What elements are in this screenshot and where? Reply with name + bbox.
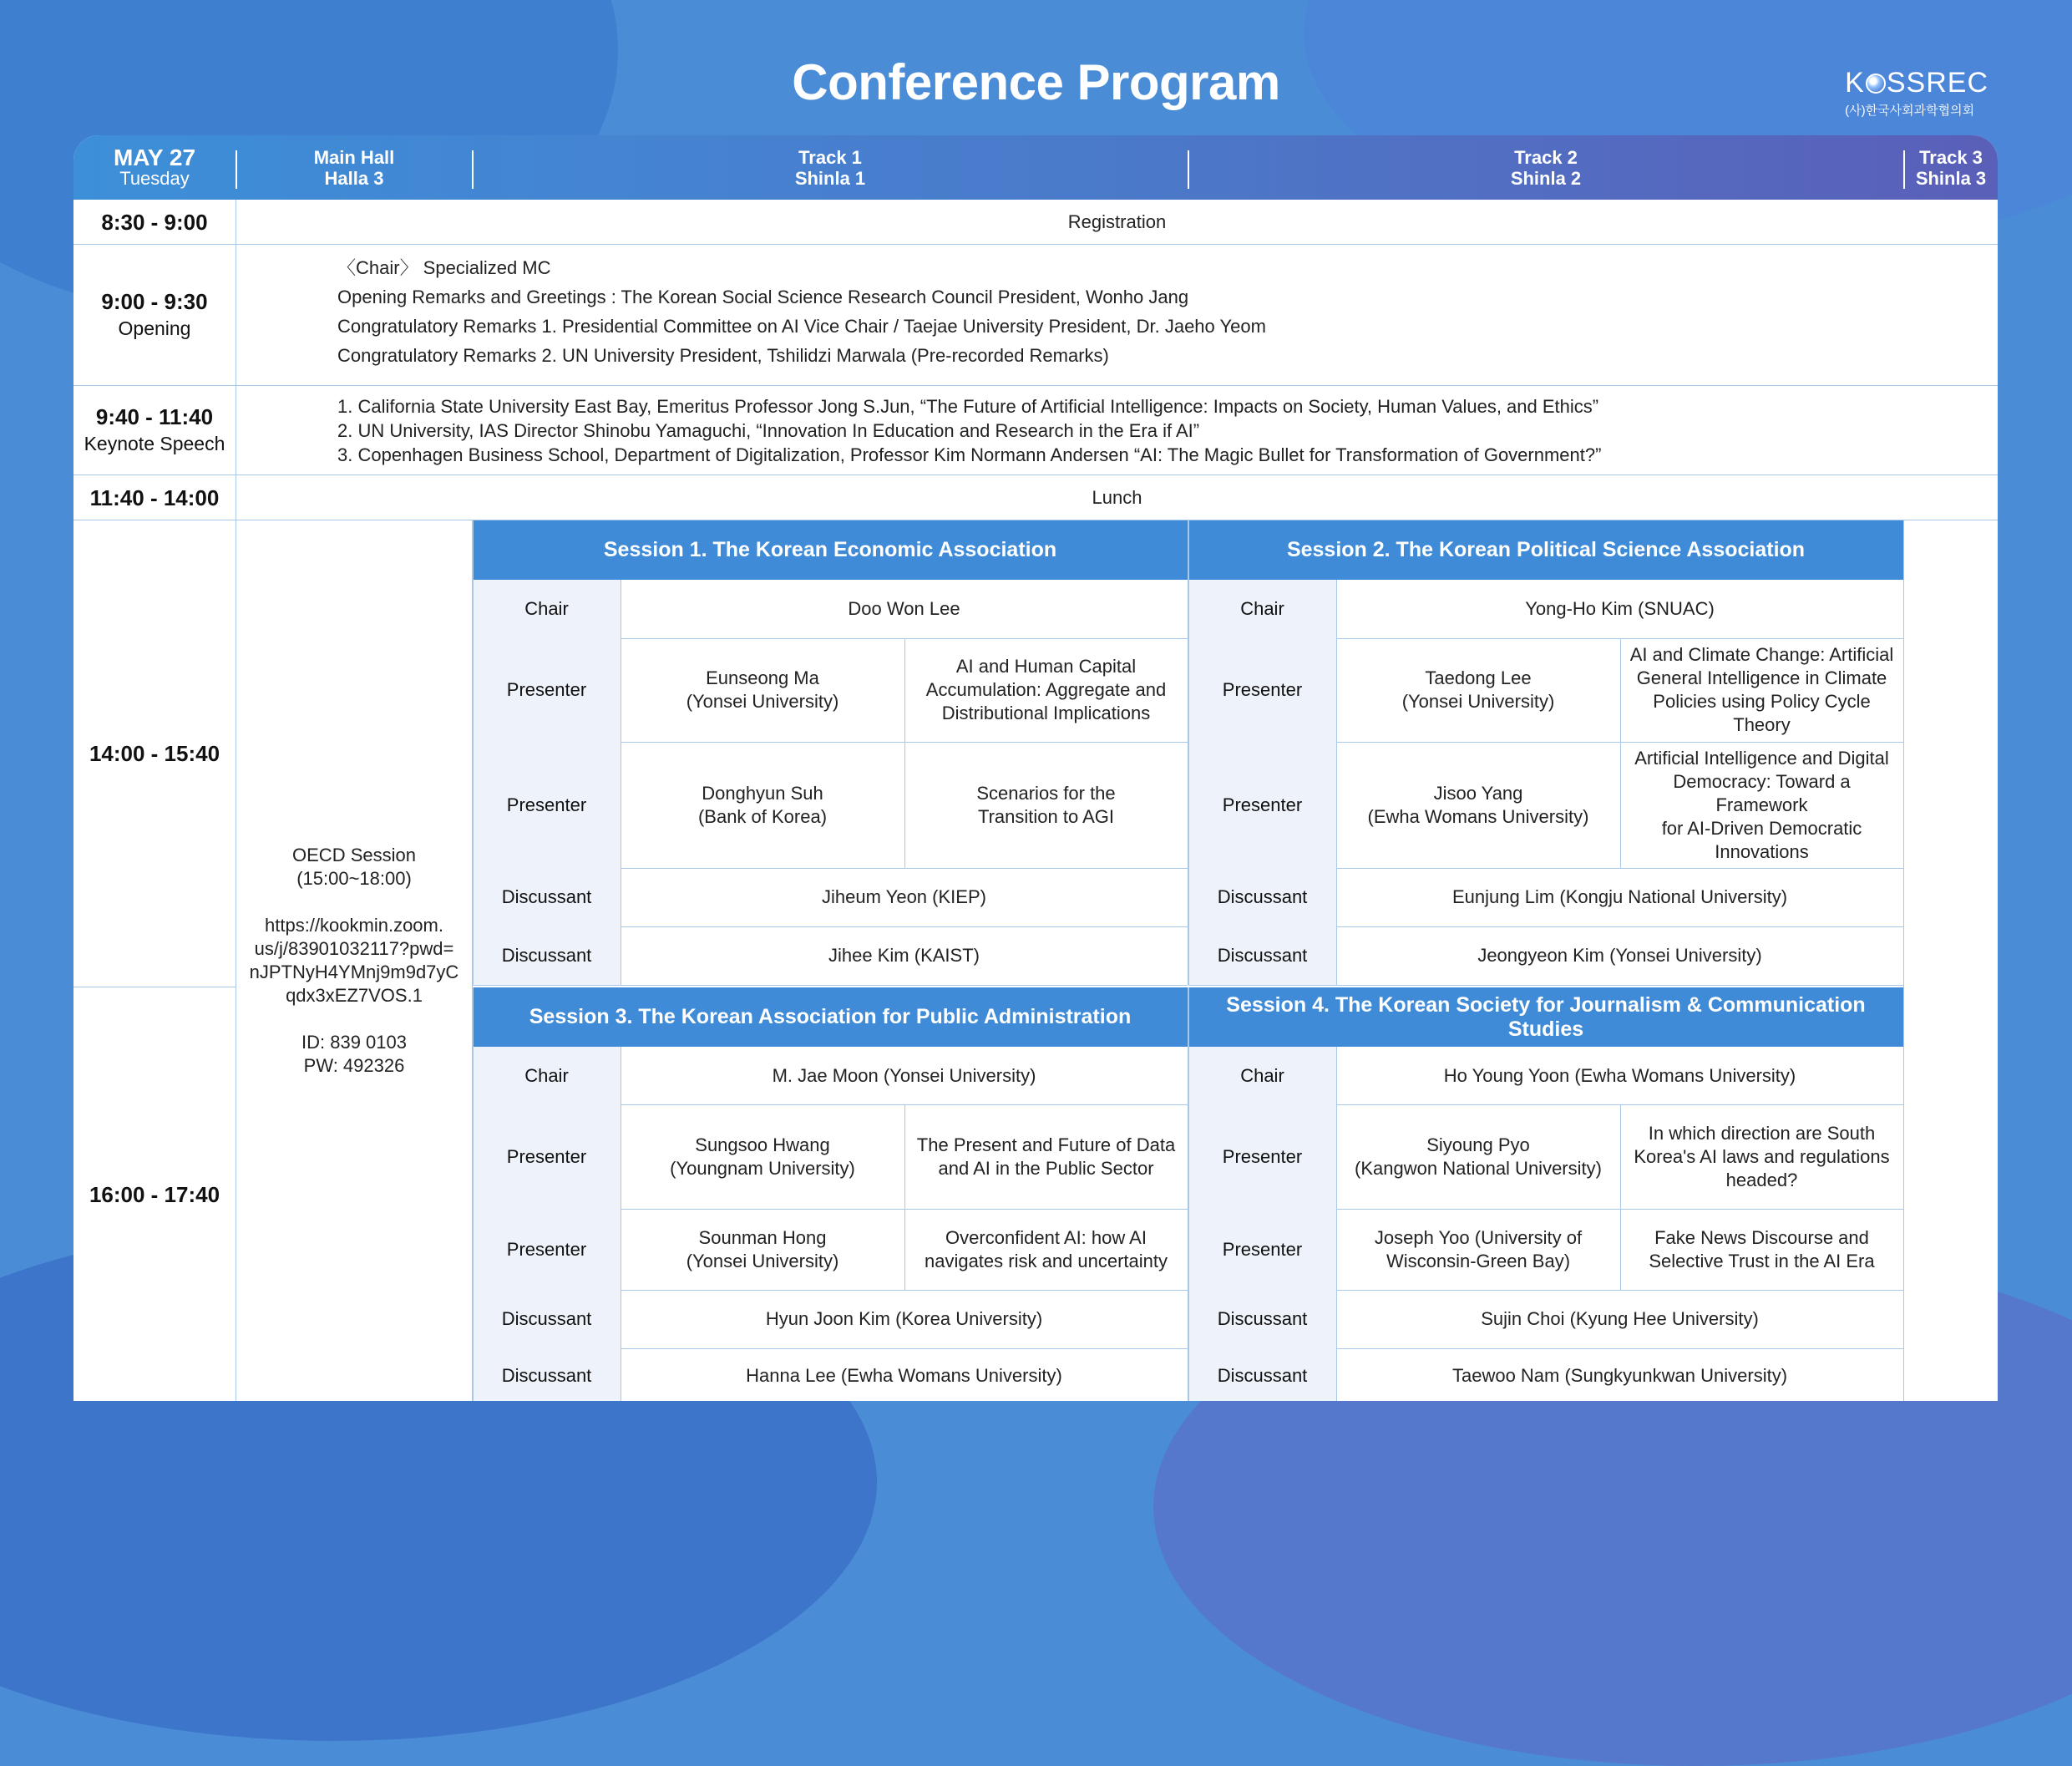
presenter [621,1104,904,1209]
topic-line: AI and Climate Change: Artificial [1629,644,1894,665]
role-chair: Chair [1188,580,1336,638]
topic-line: and AI in the Public Sector [938,1157,1154,1179]
opening-lines [337,253,1266,370]
presenter [1336,638,1620,742]
time-label: 9:40 - 11:40 [95,404,214,429]
presenter [1336,1104,1620,1209]
presentation-topic [904,638,1188,742]
zoom-link[interactable]: https://kookmin.zoom. [265,915,443,936]
track-name: Main Hall [313,146,395,168]
topic-line: Accumulation: Aggregate and [925,679,1167,700]
presenter-name: Sounman Hong [698,1226,827,1248]
opening-label: Opening [118,317,191,339]
topic-line: navigates risk and uncertainty [924,1250,1168,1271]
time-slot-2 [73,987,236,1401]
zoom-link[interactable]: qdx3xEZ7VOS.1 [286,985,423,1006]
keynote-line: 3. Copenhagen Business School, Department of Digitalization, Professor Kim Normann Andersen “AI: The Magic Bullet for Transformation of Government?” [337,444,1602,465]
cell-border [1188,520,1189,985]
role-discussant: Discussant [473,1348,621,1401]
cell-border [473,985,1188,986]
cell-border [473,520,474,985]
time-lunch [73,475,236,520]
discussant-name: Hyun Joon Kim (Korea University) [765,1308,1043,1329]
topic-line: Policies using Policy Cycle Theory [1653,691,1871,735]
role-discussant: Discussant [1188,868,1336,926]
time-slot-1 [73,520,236,987]
presenter-affiliation: (Yonsei University) [1401,691,1555,712]
presenter [621,1209,904,1290]
topic-line: Fake News Discourse and [1654,1226,1869,1248]
cell-border [1336,742,1337,868]
cell-border [1620,1104,1621,1209]
presenter-name: Jisoo Yang [1433,782,1523,804]
role-discussant: Discussant [1188,926,1336,985]
oecd-hours: (15:00~18:00) [296,868,412,889]
presenter [1336,742,1620,868]
role-chair: Chair [473,1047,621,1104]
logo-subtitle: (사)한국사회과학협의회 [1845,104,1975,118]
presentation-topic [904,1104,1188,1209]
discussant-name: Jihee Kim (KAIST) [828,945,980,966]
time-label: 9:00 - 9:30 [101,289,208,314]
presenter-affiliation: (Kangwon National University) [1355,1157,1602,1179]
presenter-affiliation: Wisconsin-Green Bay) [1386,1250,1571,1271]
presenter-affiliation: (Yonsei University) [686,691,839,712]
topic-line: The Present and Future of Data [916,1134,1176,1155]
cell-border [1336,580,1337,638]
cell-border [1903,520,1904,1401]
session-title: Session 1. The Korean Economic Association [473,520,1188,580]
cell-border [904,1209,905,1290]
role-discussant: Discussant [473,926,621,985]
opening-line: Opening Remarks and Greetings : The Korean Social Science Research Council President, Wonho Jang [337,287,1189,307]
cell-border [1336,1104,1337,1209]
header-track-2 [1188,135,1903,200]
cell-border [1336,868,1337,926]
header-track-3 [1904,135,1998,200]
topic-line: Scenarios for the [976,782,1116,804]
cell-border [1188,987,1189,1401]
discussant-name: Sujin Choi (Kyung Hee University) [1481,1308,1759,1329]
presentation-topic [1620,742,1903,868]
time-opening [73,245,236,385]
topic-line: Innovations [1715,840,1809,862]
track-room: Shinla 1 [794,167,866,189]
role-presenter: Presenter [1188,638,1336,742]
presentation-topic [1620,1104,1903,1209]
opening-line: Congratulatory Remarks 2. UN University President, Tshilidzi Marwala (Pre-recorded Remarks) [337,345,1109,366]
role-chair: Chair [473,580,621,638]
cell-border [1336,638,1337,742]
logo-text-start: K [1845,67,1865,99]
cell-border [1336,1047,1337,1104]
chair-name: Doo Won Lee [848,598,960,619]
time-label: 16:00 - 17:40 [89,1181,220,1207]
track-room: Shinla 2 [1510,167,1582,189]
time-registration [73,200,236,244]
track-room: Shinla 3 [1915,167,1987,189]
cell-border [1336,1209,1337,1290]
date-label: MAY 27 [113,144,196,170]
session-title: Session 3. The Korean Association for Public Administration [473,987,1188,1047]
role-chair: Chair [1188,1047,1336,1104]
topic-line: Selective Trust in the AI Era [1649,1250,1875,1271]
role-discussant: Discussant [1188,1348,1336,1401]
oecd-session [236,520,472,1401]
discussant-name: Jiheum Yeon (KIEP) [822,886,986,907]
track-name: Track 3 [1919,146,1983,168]
discussant-name: Taewoo Nam (Sungkyunkwan University) [1451,1364,1788,1386]
globe-icon [1866,74,1886,94]
topic-line: Transition to AGI [977,805,1115,827]
topic-line: AI and Human Capital [955,656,1137,677]
role-presenter: Presenter [473,1104,621,1209]
presenter-name: Joseph Yoo (University of [1374,1226,1583,1248]
time-label: 8:30 - 9:00 [101,209,208,235]
role-presenter: Presenter [473,638,621,742]
header-date [73,135,236,200]
schedule-grid [73,200,1998,1401]
keynote-lines [337,394,1601,467]
presentation-topic [1620,638,1903,742]
chair-name: Ho Young Yoon (Ewha Womans University) [1443,1064,1796,1086]
registration-label: Registration [1067,211,1167,232]
presentation-topic [904,742,1188,868]
presenter-affiliation: (Ewha Womans University) [1367,805,1589,827]
track-name: Track 1 [798,146,862,168]
discussant-name: Hanna Lee (Ewha Womans University) [746,1364,1062,1386]
session-title: Session 4. The Korean Society for Journalism & Communication Studies [1188,987,1903,1047]
presenter-name: Sungsoo Hwang [695,1134,830,1155]
time-label: 14:00 - 15:40 [89,741,220,766]
cell-border [473,987,474,1401]
program-table [73,135,1998,1401]
role-discussant: Discussant [473,1290,621,1348]
row-divider [73,385,1998,386]
topic-line: General Intelligence in Climate [1636,667,1887,688]
keynote-line: 1. California State University East Bay, Emeritus Professor Jong S.Jun, “The Future of Artificial Intelligence: Impacts on Society, Human Values, and Ethics” [337,396,1599,417]
topic-line: Korea's AI laws and regulations [1634,1145,1890,1167]
row-divider [73,244,1998,245]
cell-border [1620,742,1621,868]
presenter [621,638,904,742]
zoom-link[interactable]: nJPTNyH4YMnj9m9d7yC [249,962,459,982]
header-main-hall [236,135,472,200]
program-header [73,135,1998,200]
meeting-id: ID: 839 0103 [301,1032,407,1053]
role-presenter: Presenter [1188,1209,1336,1290]
presenter [1336,1209,1620,1290]
header-track-1 [473,135,1188,200]
role-presenter: Presenter [473,1209,621,1290]
session-title: Session 2. The Korean Political Science Association [1188,520,1903,580]
cell-border [1188,985,1903,986]
weekday-label: Tuesday [119,167,190,189]
logo-text-end: SSREC [1886,67,1988,99]
topic-line: In which direction are South [1648,1122,1876,1144]
track-room: Halla 3 [324,167,384,189]
opening-line: 〈Chair〉 Specialized MC [337,257,551,278]
meeting-password: PW: 492326 [303,1055,405,1076]
track-name: Track 2 [1514,146,1578,168]
oecd-title: OECD Session [292,845,416,865]
presentation-topic [1620,1209,1903,1290]
time-keynote [73,386,236,474]
kossrec-logo [1845,67,1988,119]
time-label: 11:40 - 14:00 [89,485,220,510]
chair-name: M. Jae Moon (Yonsei University) [772,1064,1036,1086]
topic-line: headed? [1725,1169,1798,1190]
chair-name: Yong-Ho Kim (SNUAC) [1525,598,1715,619]
topic-line: Democracy: Toward a Framework [1673,770,1851,815]
role-discussant: Discussant [473,868,621,926]
topic-line: Overconfident AI: how AI [945,1226,1147,1248]
opening-line: Congratulatory Remarks 1. Presidential Committee on AI Vice Chair / Taejae University President, Dr. Jaeho Yeom [337,316,1266,337]
presenter-affiliation: (Bank of Korea) [697,805,828,827]
presenter-affiliation: (Yonsei University) [686,1250,839,1271]
presenter-name: Donghyun Suh [702,782,823,804]
zoom-link[interactable]: us/j/83901032117?pwd= [254,938,454,959]
presenter-name: Taedong Lee [1425,667,1532,688]
keynote-label: Keynote Speech [84,433,225,454]
topic-line: Distributional Implications [941,703,1151,723]
role-presenter: Presenter [1188,742,1336,868]
presenter-name: Eunseong Ma [706,667,819,688]
topic-line: Artificial Intelligence and Digital [1634,747,1889,769]
role-discussant: Discussant [1188,1290,1336,1348]
presentation-topic [904,1209,1188,1290]
cell-border [904,638,905,742]
role-presenter: Presenter [473,742,621,868]
lunch-label: Lunch [1092,486,1142,508]
cell-border [1336,1348,1337,1401]
cell-border [1336,1290,1337,1348]
presenter [621,742,904,868]
cell-border [1336,926,1337,985]
cell-border [904,1104,905,1209]
page-title: Conference Program [792,54,1280,110]
discussant-name: Jeongyeon Kim (Yonsei University) [1477,945,1762,966]
presenter-name: Siyoung Pyo [1426,1134,1530,1155]
role-presenter: Presenter [1188,1104,1336,1209]
topic-line: for AI-Driven Democratic [1661,817,1862,839]
cell-border [904,742,905,868]
discussant-name: Eunjung Lim (Kongju National University) [1451,886,1788,907]
cell-border [1620,638,1621,742]
presenter-affiliation: (Youngnam University) [670,1157,855,1179]
cell-border [1620,1209,1621,1290]
keynote-line: 2. UN University, IAS Director Shinobu Yamaguchi, “Innovation In Education and Research in the Era if AI” [337,420,1200,441]
